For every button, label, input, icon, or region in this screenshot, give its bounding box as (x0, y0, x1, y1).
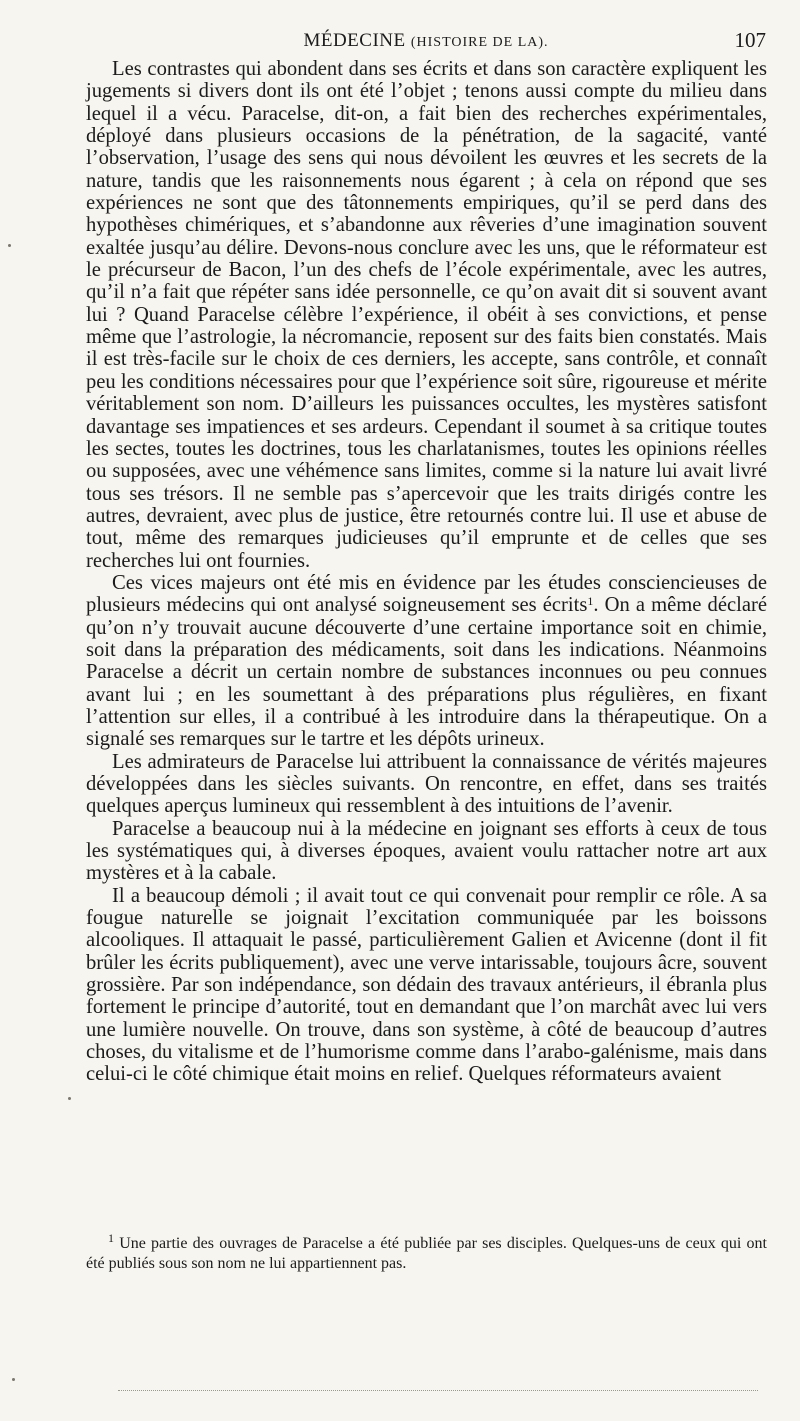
paragraph-text: Ces vices majeurs ont été mis en évidence par les études consciencieuses de plusieurs médecins qui ont analysé soigneusement ses écrits (86, 571, 767, 617)
running-title-main: MÉDECINE (303, 30, 406, 51)
paragraph-text: Paracelse a beaucoup nui à la médecine en joignant ses efforts à ceux de tous les systématiques qui, à diverses époques, avaient voulu rattacher notre art aux mystères et à la cabale. (86, 817, 767, 885)
running-header (86, 26, 766, 56)
paragraph-text: Il a beaucoup démoli ; il avait tout ce qui convenait pour remplir ce rôle. A sa fougue naturelle se joignait l’excitation communiquée par les boissons alcooliques. Il attaquait le passé, particulièrement Galien et Avicenne (dont il fit brûler les écrits publiquement), avec une verve intarissable, toujours âcre, souvent grossière. Par son indépendance, son dédain des travaux antérieurs, il ébranla plus fortement le principe d’autorité, tout en demandant que l’on marchât avec lui vers une lumière nouvelle. On trouve, dans son système, à côté de beaucoup d’autres choses, du vitalisme et de l’humorisme comme dans l’arabo-galénisme, mais dans celui-ci le côté chimique était moins en relief. Quelques réformateurs avaient (86, 884, 767, 1086)
paragraph-1 (86, 58, 767, 572)
paragraph-4 (86, 818, 767, 885)
paragraph-2 (86, 572, 767, 751)
paragraph-3 (86, 751, 767, 818)
margin-speck (12, 1378, 15, 1381)
page-number: 107 (734, 28, 766, 52)
running-title (86, 30, 766, 52)
footnote-mark: 1 (108, 1231, 114, 1245)
margin-speck (68, 1097, 71, 1100)
footnote-text-block (86, 1231, 768, 1274)
margin-speck (8, 244, 11, 247)
paragraph-text: Les contrastes qui abondent dans ses écrits et dans son caractère expliquent les jugements si divers dont ils ont été l’objet ; tenons aussi compte du milieu dans lequel il a vécu. Paracelse, dit-on, a fait bien des recherches expérimentales, déployé dans plusieurs occasions de la pénétration, de la sagacité, vanté l’observation, l’usage des sens qui nous dévoilent les œuvres et les secrets de la nature, tandis que les raisonnements nous égarent ; à cela on répond que ses expériences ne sont que des tâtonnements empiriques, qu’il se perd dans des hypothèses chimériques, et s’abandonne aux rêveries d’une imagination souvent exaltée jusqu’au délire. Devons-nous conclure avec les uns, que le réformateur est le précurseur de Bacon, l’un des chefs de l’école expérimentale, avec les autres, qu’il n’a fait que répéter sans idée personnelle, ce qu’on avait dit si souvent avant lui ? Quand Paracelse célèbre l’expérience, il obéit à ses convictions, et pense même que l’astrologie, la nécromancie, reposent sur des faits bien constatés. Mais il est très-facile sur le choix de ces derniers, les accepte, sans contrôle, et connaît peu les conditions nécessaires pour que l’expérience soit sûre, rigoureuse et mérite véritablement son nom. D’ailleurs les puissances occultes, les mystères satisfont davantage ses impatiences et ses ardeurs. Cependant il soumet à sa critique toutes les sectes, toutes les doctrines, tous les charlatanismes, toutes les opinions réelles ou supposées, avec une véhémence sans limites, comme si la nature lui avait livré tous ses trésors. Il ne semble pas s’apercevoir que les traits dirigés contre les autres, devraient, avec plus de justice, être retournés contre lui. Il use et abuse de tout, même des remarques judicieuses qu’il emprunte et de celles que ses recherches lui ont fournies. (86, 58, 767, 572)
running-title-sub: (HISTOIRE DE LA). (410, 35, 549, 50)
footnote (86, 1231, 768, 1274)
bottom-dotted-rule (118, 1390, 758, 1391)
footnote-text: Une partie des ouvrages de Paracelse a été publiée par ses disciples. Quelques-uns de ceux qui ont été publiés sous son nom ne lui appartiennent pas. (86, 1235, 768, 1272)
footnote-reference: 1 (587, 594, 594, 609)
main-text (86, 58, 767, 1086)
paragraph-5 (86, 885, 767, 1086)
paragraph-text-continued: . On a même déclaré qu’on n’y trouvait aucune découverte d’une certaine importance soit en chimie, soit dans la préparation des médicaments, soit dans les indications. Néanmoins Paracelse a décrit un certain nombre de substances inconnues ou peu connues avant lui ; en les soumettant à des préparations plus régulières, en fixant l’attention sur elles, il a contribué à les introduire dans la thérapeutique. On a signalé ses remarques sur le tartre et les dépôts urineux. (86, 594, 767, 751)
paragraph-text: Les admirateurs de Paracelse lui attribuent la connaissance de vérités majeures développées dans les siècles suivants. On rencontre, en effet, dans ses traités quelques aperçus lumineux qui ressemblent à des intuitions de l’avenir. (86, 750, 767, 818)
